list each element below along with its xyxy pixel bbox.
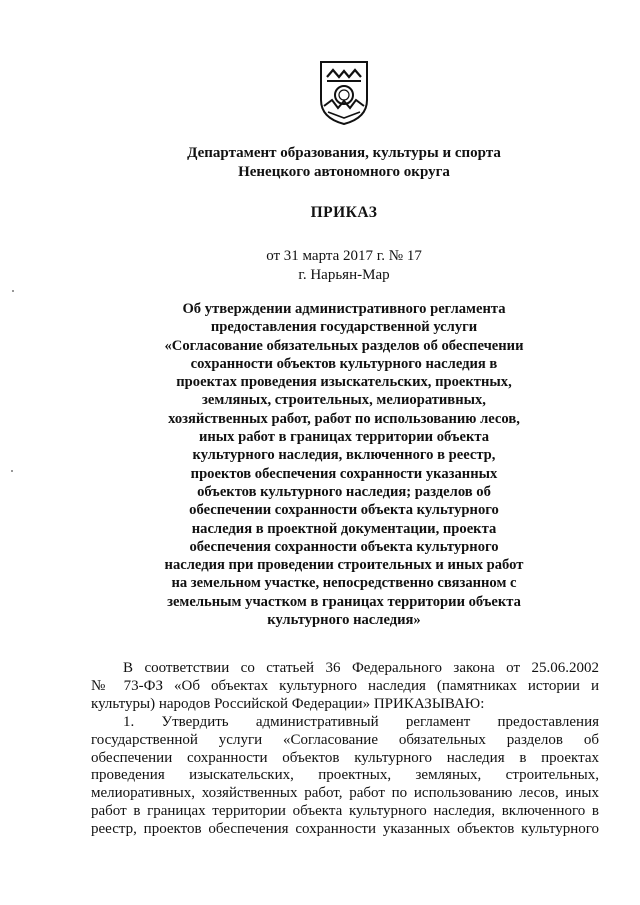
title-line: Об утверждении административного регламента <box>182 301 506 317</box>
nenets-okrug-coat-of-arms-icon <box>318 60 370 126</box>
title-line: на земельном участке, непосредственно связанном с <box>171 575 517 592</box>
title-line: земельным участком в границах территории объекта <box>167 593 521 610</box>
order-body <box>91 660 599 839</box>
body-line: мелиоративных, хозяйственных работ, работ по использованию лесов, иных <box>91 785 599 802</box>
body-line: культуры) народов Российской Федерации» ПРИКАЗЫВАЮ: <box>91 695 485 712</box>
title-line: хозяйственных работ, работ по использованию лесов, <box>168 410 520 427</box>
title-line: наследия в проектной документации, проекта <box>191 520 497 537</box>
order-date: от 31 марта 2017 г. № 17 <box>266 248 422 264</box>
title-line: обеспечении сохранности объекта культурного <box>189 502 499 519</box>
body-line: обеспечении сохранности объектов культурного наследия в проектах <box>91 749 599 766</box>
title-line: иных работ в границах территории объекта <box>198 429 490 446</box>
order-title <box>48 300 640 629</box>
body-line: № 73-ФЗ «Об объектах культурного наследия (памятниках истории и <box>91 677 599 694</box>
scan-speck <box>12 290 14 292</box>
title-line: земляных, строительных, мелиоративных, <box>202 392 486 409</box>
title-line: объектов культурного наследия; разделов об <box>197 483 491 500</box>
title-line: наследия при проведении строительных и иных работ <box>164 557 524 574</box>
order-heading: ПРИКАЗ <box>310 204 378 221</box>
body-line: В соответствии со статьей 36 Федерального закона от 25.06.2002 <box>123 660 599 676</box>
scan-speck <box>11 470 13 472</box>
department-line: Ненецкого автономного округа <box>238 164 450 180</box>
body-line: работ в границах территории объекта культурного наследия, включенного в <box>91 803 599 820</box>
body-line: государственной услуги «Согласование обязательных разделов об <box>91 731 599 748</box>
body-line: проведения изыскательских, проектных, земляных, строительных, <box>91 767 599 784</box>
title-line: предоставления государственной услуги <box>210 319 478 336</box>
department-name <box>0 144 640 182</box>
order-date-block <box>48 247 640 285</box>
title-line: культурного наследия» <box>267 612 421 629</box>
title-line: обеспечения сохранности объекта культурного <box>189 538 499 555</box>
body-line: 1. Утвердить административный регламент предоставления <box>123 713 599 730</box>
title-line: проектов обеспечения сохранности указанных <box>190 465 498 482</box>
title-line: культурного наследия, включенного в реестр, <box>192 447 496 464</box>
title-line: проектах проведения изыскательских, проектных, <box>176 374 512 391</box>
title-line: «Согласование обязательных разделов об обеспечении <box>164 337 524 354</box>
department-line: Департамент образования, культуры и спорта <box>187 145 501 161</box>
title-line: сохранности объектов культурного наследия в <box>190 355 498 372</box>
body-line: реестр, проектов обеспечения сохранности указанных объектов культурного <box>91 821 599 838</box>
order-place: г. Нарьян-Мар <box>298 267 390 283</box>
